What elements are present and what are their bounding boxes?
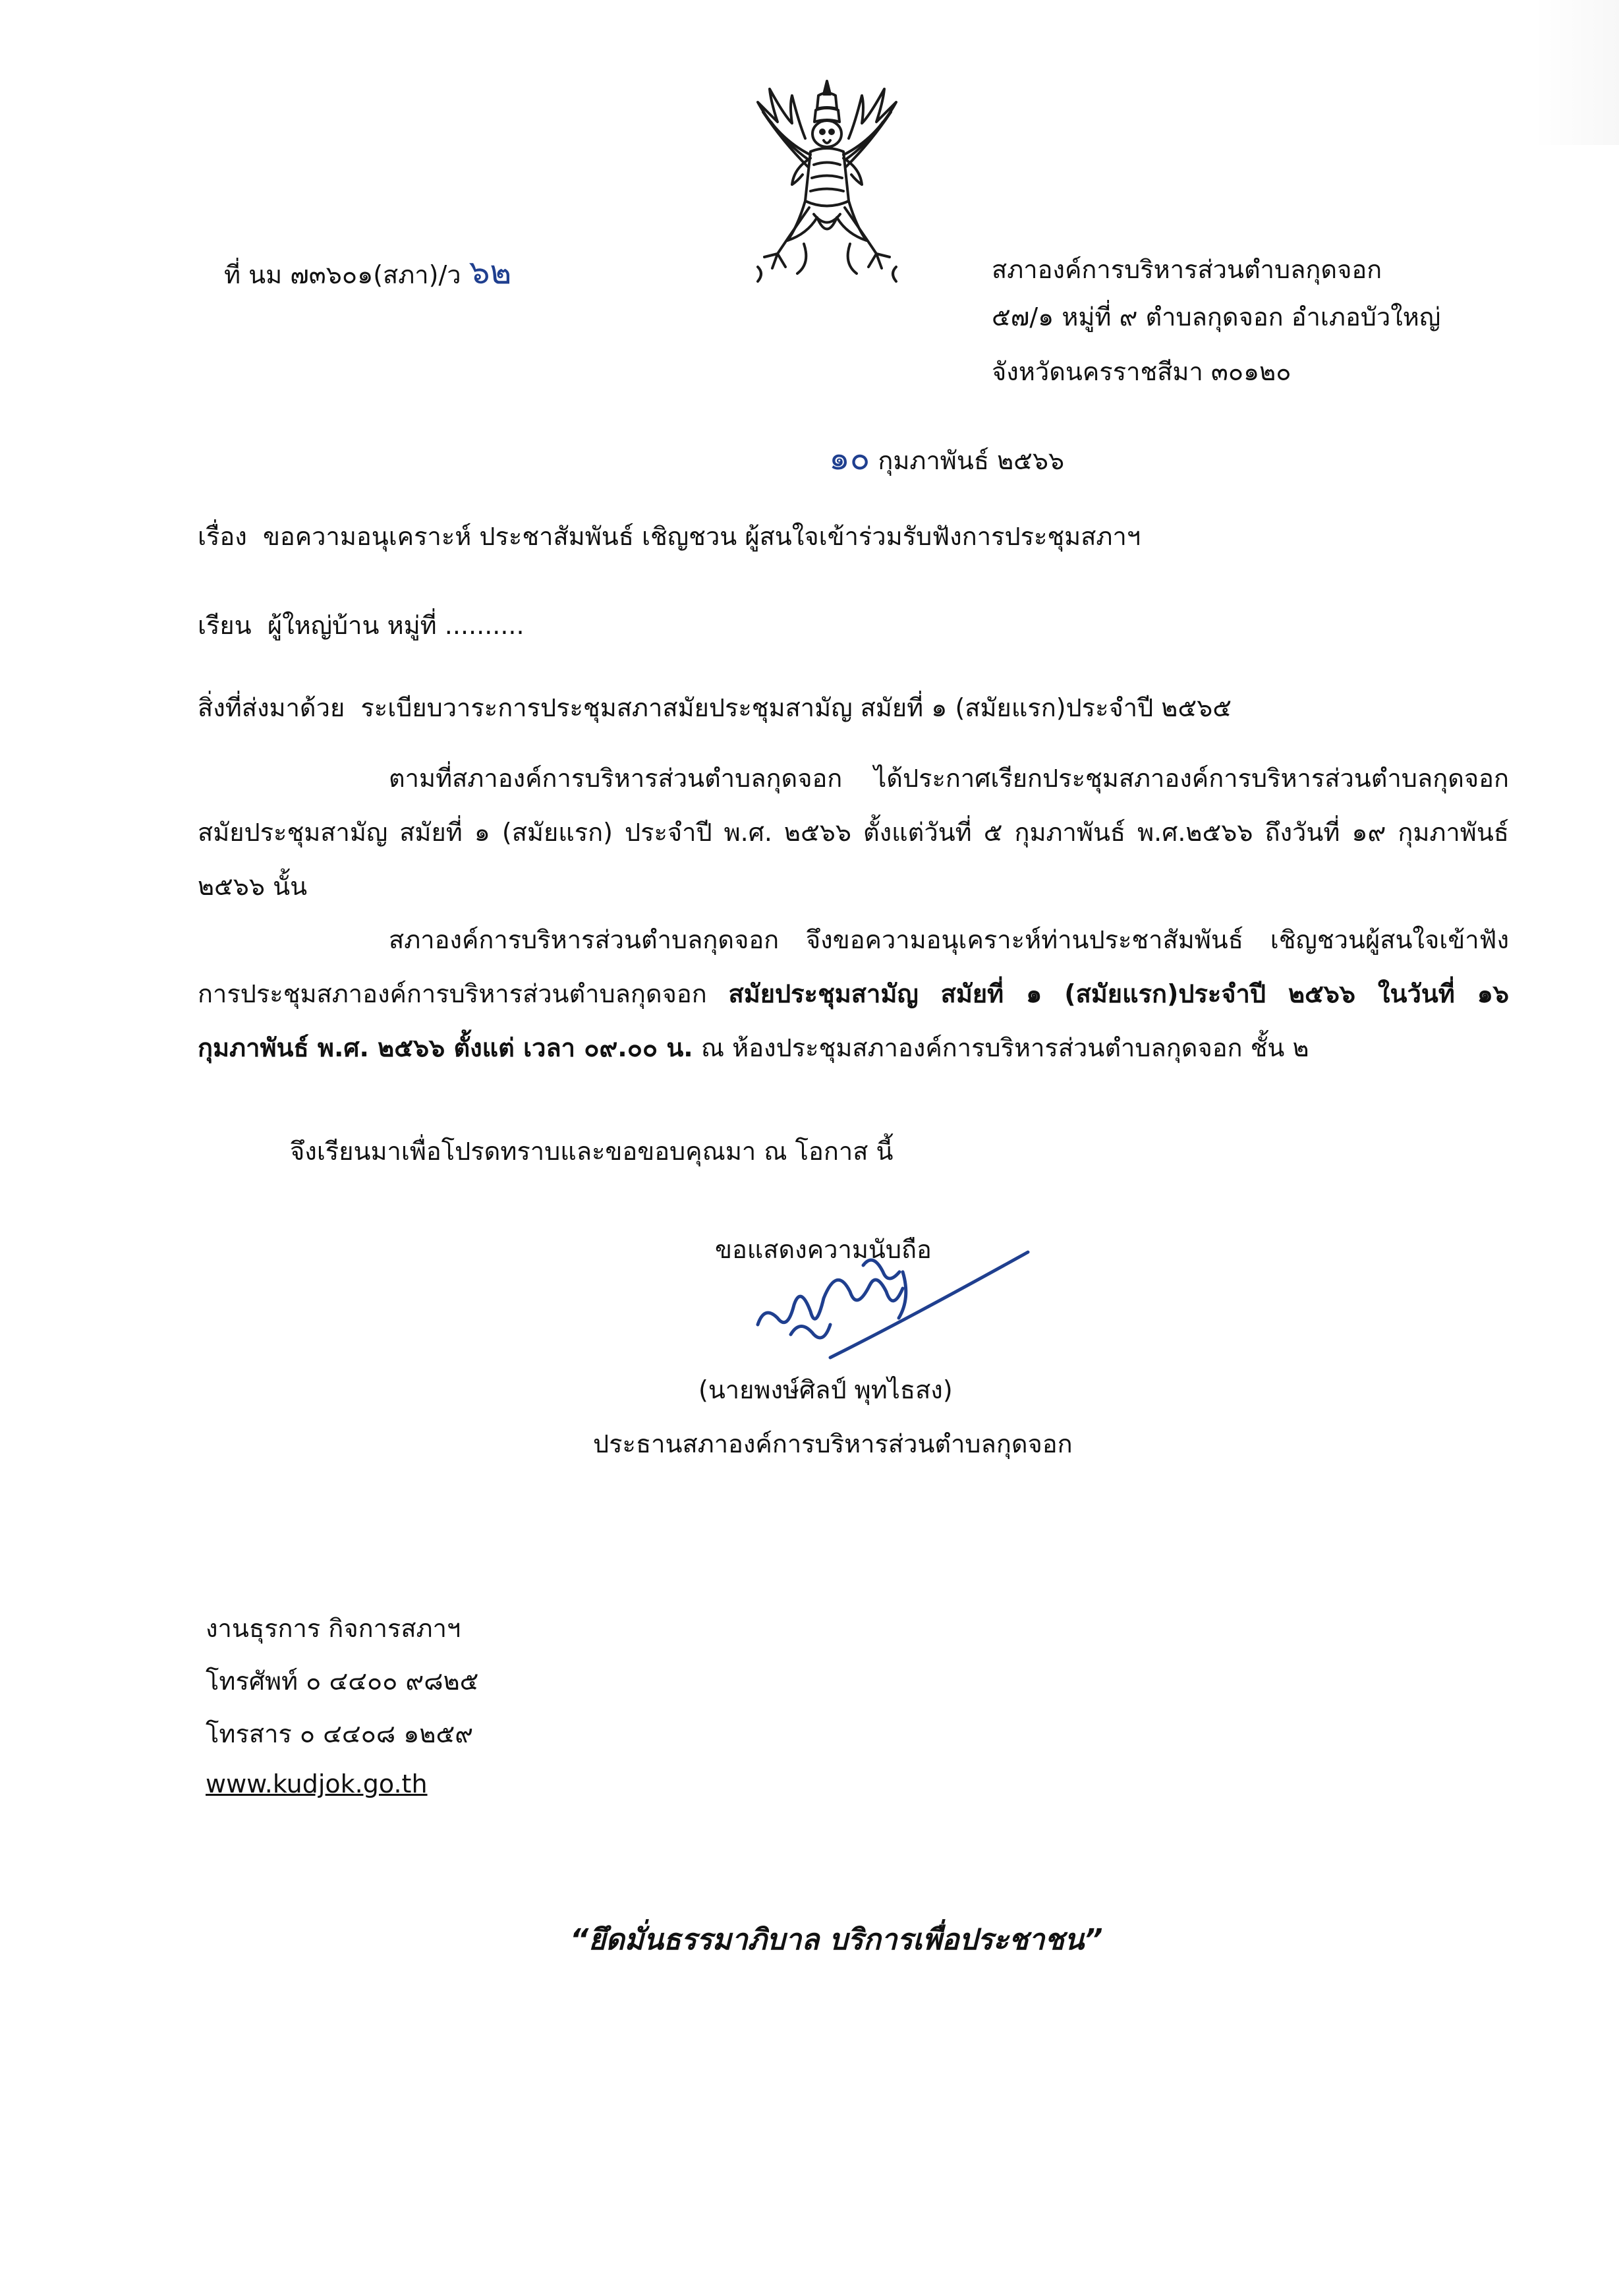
org-address-line-2: ๕๗/๑ หมู่ที่ ๙ ตำบลกุดจอก อำเภอบัวใหญ่ xyxy=(992,302,1441,331)
meeting-datetime-bold: สมัยประชุมสามัญ สมัยที่ ๑ (สมัยแรก)ประจำปี ๒๕๖๖ ในวันที่ ๑๖ กุมภาพันธ์ พ.ศ. ๒๕๖๖ ตั้งแต่ เวลา ๐๙.๐๐ น. xyxy=(198,979,1509,1062)
paper-fold-shadow xyxy=(1533,0,1619,145)
signatory-name: (นายพงษ์ศิลป์ พุทไธสง) xyxy=(698,1375,953,1404)
recipient-label: เรียน xyxy=(198,611,252,640)
meeting-location: ณ ห้องประชุมสภาองค์การบริหารส่วนตำบลกุดจอก ชั้น ๒ xyxy=(700,1033,1309,1062)
reference-number-handwritten: ๖๒ xyxy=(469,253,512,291)
subject-label: เรื่อง xyxy=(198,522,247,551)
letter-date xyxy=(829,439,1065,477)
footer-website-link[interactable]: www.kudjok.go.th xyxy=(206,1769,428,1798)
regards-line: ขอแสดงความนับถือ xyxy=(715,1235,932,1264)
enclosure-label: สิ่งที่ส่งมาด้วย xyxy=(198,693,345,722)
recipient-text: ผู้ใหญ่บ้าน หมู่ที่ .......... xyxy=(267,611,525,640)
date-day-handwritten: ๑๐ xyxy=(829,439,870,477)
body-paragraph-2 xyxy=(198,913,1509,1075)
reference-number xyxy=(224,253,512,291)
signature-mark xyxy=(738,1226,1041,1384)
footer-motto: “ยึดมั่นธรรมาภิบาล บริการเพื่อประชาชน” xyxy=(570,1923,1103,1957)
body-paragraph-2-intro: สภาองค์การบริหารส่วนตำบลกุดจอก จึงขอความอนุเคราะห์ท่านประชาสัมพันธ์ เชิญชวนผู้สนใจเข้าฟังการประชุมสภาองค์การบริหารส่วนตำบลกุดจอก xyxy=(198,925,1509,1008)
recipient-line xyxy=(198,613,525,638)
date-month-year: กุมภาพันธ์ ๒๕๖๖ xyxy=(878,446,1065,475)
org-address-line-3: จังหวัดนครราชสีมา ๓๐๑๒๐ xyxy=(992,357,1292,386)
reference-prefix: ที่ นม ๗๓๖๐๑(สภา)/ว xyxy=(224,260,461,289)
signatory-position: ประธานสภาองค์การบริหารส่วนตำบลกุดจอก xyxy=(593,1429,1073,1458)
enclosure-line xyxy=(198,695,1232,720)
footer-phone: โทรศัพท์ ๐ ๔๔๐๐ ๙๘๒๕ xyxy=(206,1667,479,1696)
closing-line: จึงเรียนมาเพื่อโปรดทราบและขอขอบคุณมา ณ โอกาส นี้ xyxy=(290,1137,894,1166)
footer-fax: โทรสาร ๐ ๔๔๐๘ ๑๒๕๙ xyxy=(206,1719,474,1748)
org-address-line-1: สภาองค์การบริหารส่วนตำบลกุดจอก xyxy=(992,255,1382,284)
footer-department: งานธุรการ กิจการสภาฯ xyxy=(206,1614,461,1643)
subject-line xyxy=(198,524,1141,549)
garuda-emblem-icon xyxy=(731,76,923,293)
subject-text: ขอความอนุเคราะห์ ประชาสัมพันธ์ เชิญชวน ผู้สนใจเข้าร่วมรับฟังการประชุมสภาฯ xyxy=(262,522,1141,551)
body-paragraph-1: ตามที่สภาองค์การบริหารส่วนตำบลกุดจอก ได้ประกาศเรียกประชุมสภาองค์การบริหารส่วนตำบลกุดจอก สมัยประชุมสามัญ สมัยที่ ๑ (สมัยแรก) ประจำปี พ.ศ. ๒๕๖๖ ตั้งแต่วันที่ ๕ กุมภาพันธ์ พ.ศ.๒๕๖๖ ถึงวันที่ ๑๙ กุมภาพันธ์ ๒๕๖๖ นั้น xyxy=(198,764,1509,901)
enclosure-text: ระเบียบวาระการประชุมสภาสมัยประชุมสามัญ สมัยที่ ๑ (สมัยแรก)ประจำปี ๒๕๖๕ xyxy=(360,693,1232,722)
